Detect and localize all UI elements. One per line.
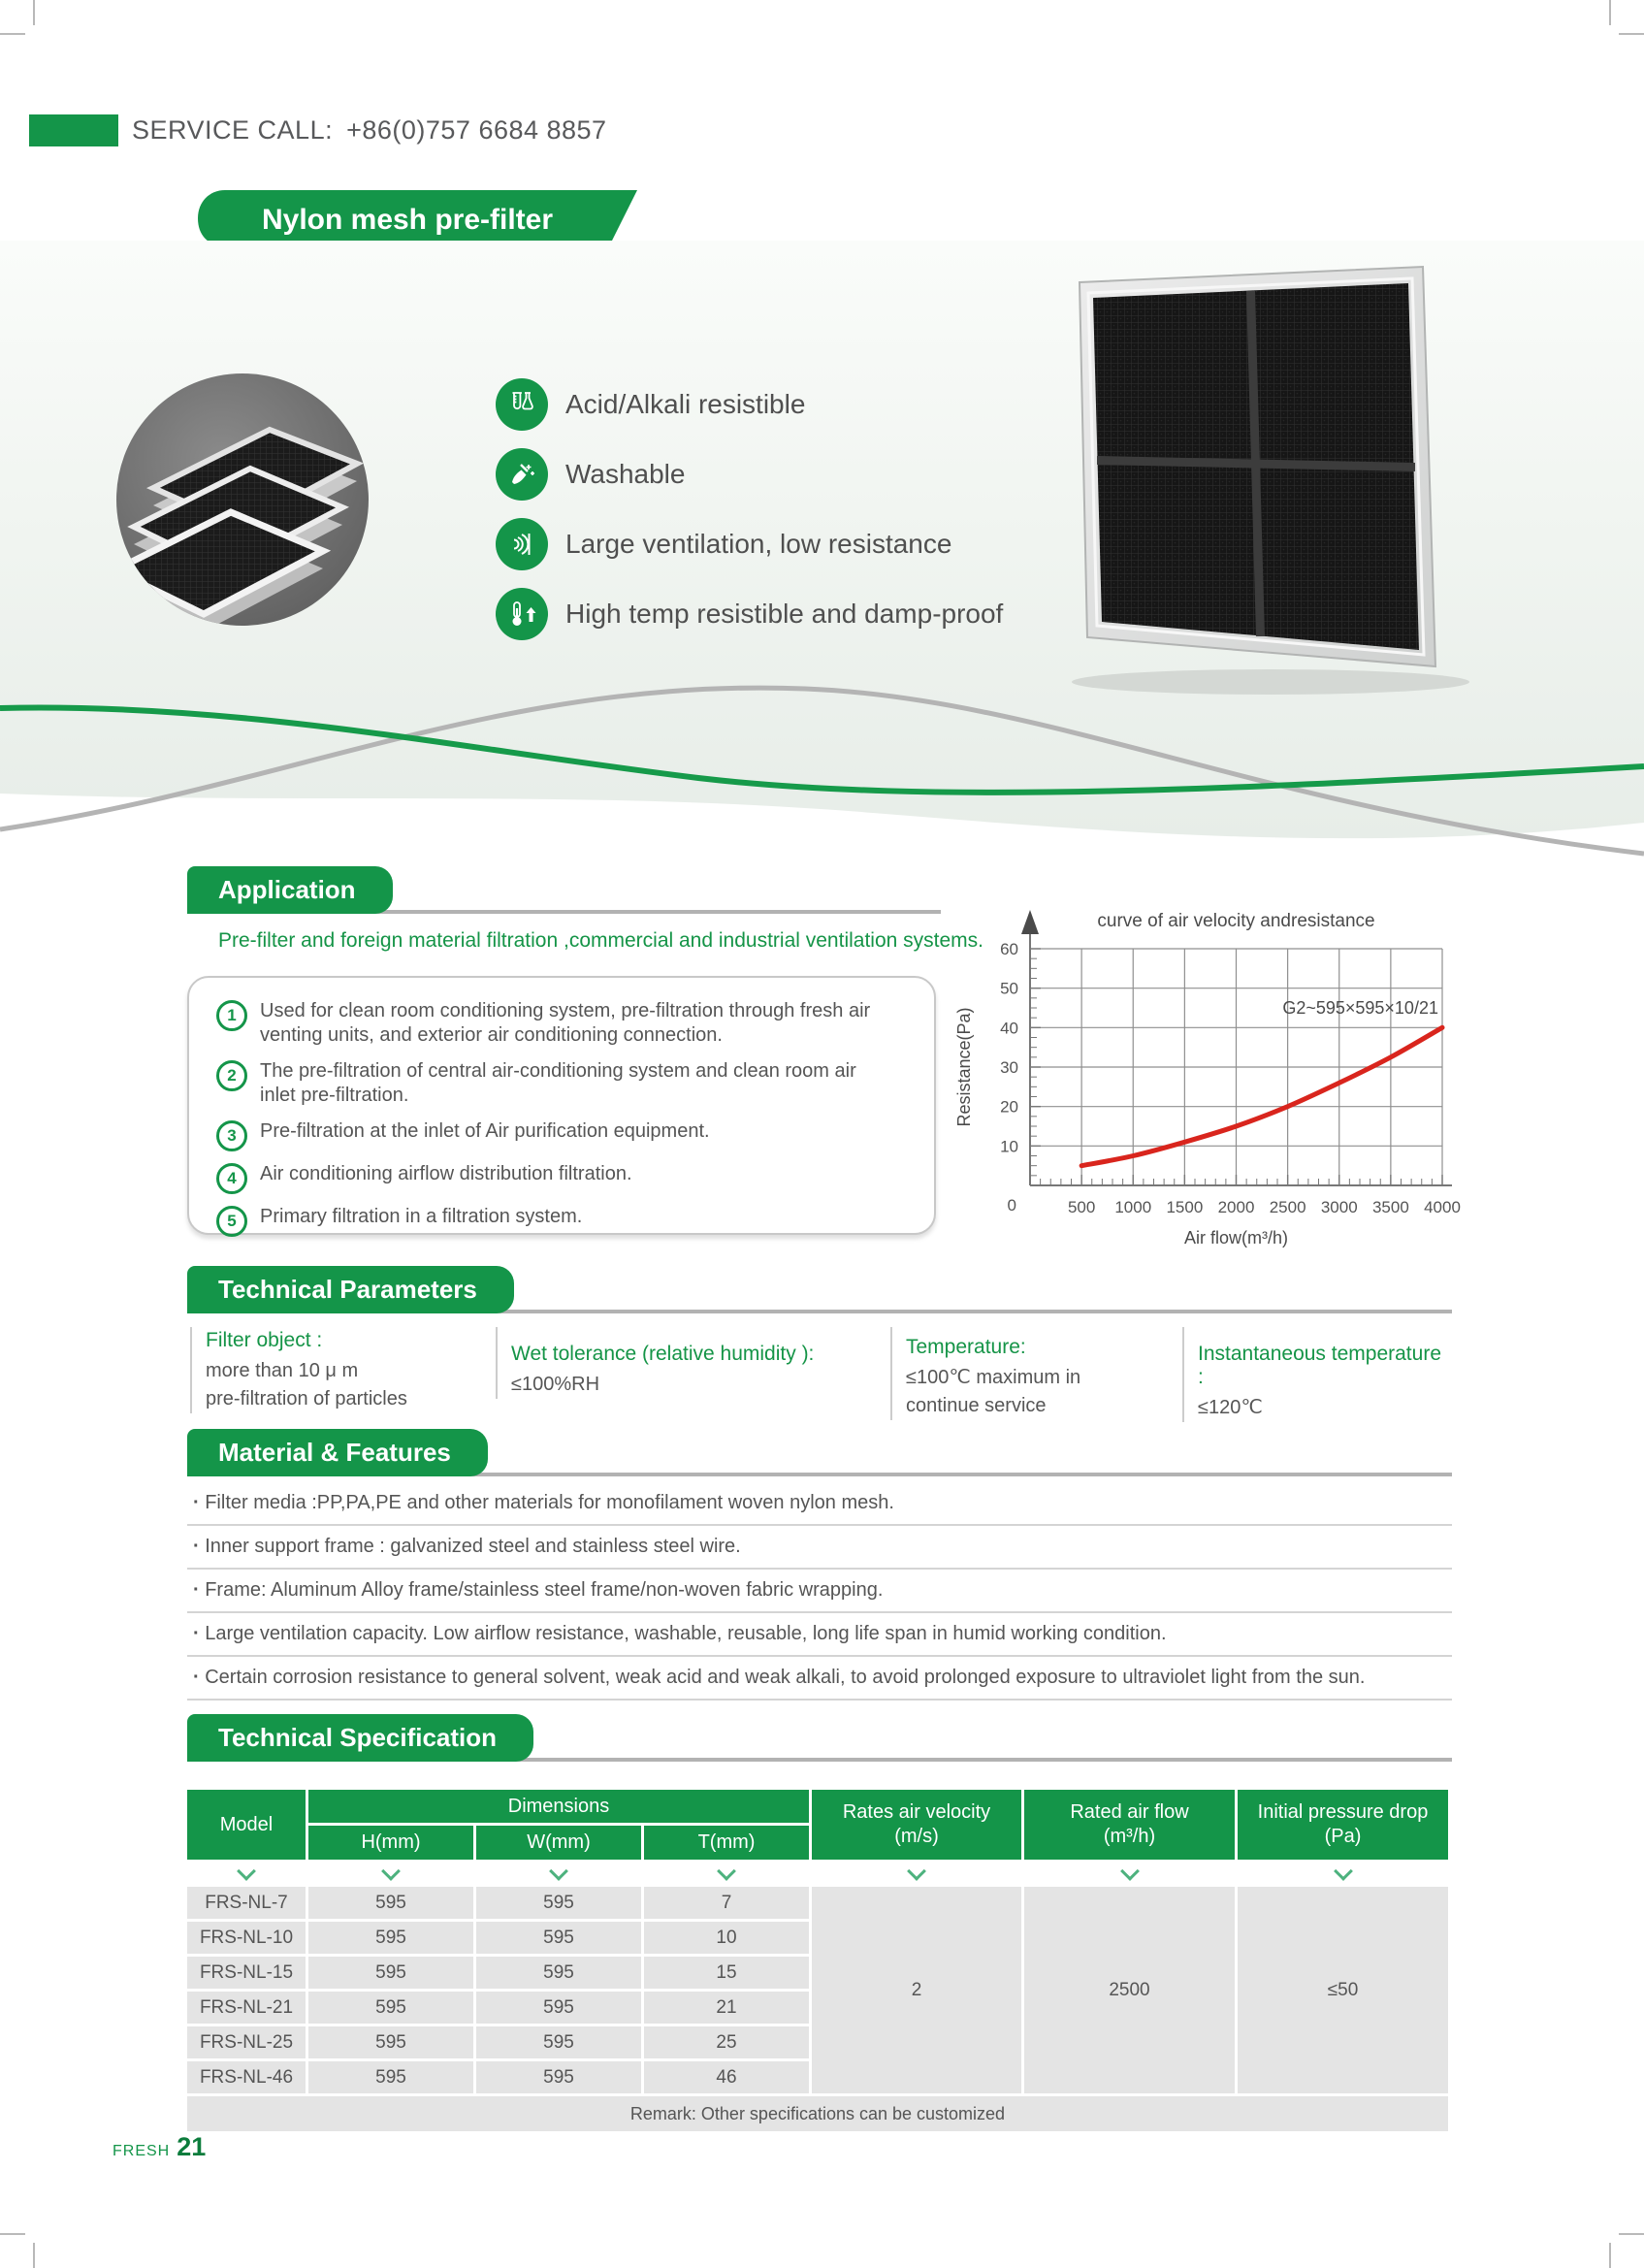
table-cell-h: 595: [308, 1887, 473, 1919]
feature-item: [496, 588, 1003, 640]
table-cell-t: 10: [644, 1922, 809, 1954]
application-intro: Pre-filter and foreign material filtration ,commercial and industrial ventilation systems.: [218, 929, 983, 952]
col-header-model: [187, 1790, 306, 1860]
svg-text:1500: 1500: [1166, 1198, 1204, 1216]
feature-label: Washable: [565, 459, 686, 489]
svg-text:50: 50: [1000, 979, 1018, 998]
chevron-down-icon: [1024, 1860, 1235, 1887]
svg-text:0: 0: [1007, 1196, 1016, 1215]
table-cell-model: FRS-NL-7: [187, 1887, 306, 1919]
chevron-down-icon: [308, 1860, 473, 1887]
svg-text:G2~595×595×10/21: G2~595×595×10/21: [1282, 998, 1438, 1019]
table-cell-w: 595: [476, 1992, 641, 2024]
col-header-h: [308, 1826, 473, 1860]
chevron-down-icon: [812, 1860, 1021, 1887]
svg-text:3000: 3000: [1320, 1198, 1358, 1216]
col-header-pressure-line1: Initial pressure drop: [1257, 1801, 1429, 1823]
application-item: [216, 1119, 907, 1151]
col-header-airflow-line2: (m³/h): [1103, 1826, 1156, 1847]
item-number-badge: 5: [216, 1206, 247, 1237]
table-cell-w: 595: [476, 2026, 641, 2058]
crop-mark: [1619, 2233, 1644, 2235]
service-call: [132, 114, 607, 146]
footer-brand: FRESH: [113, 2143, 171, 2159]
svg-text:500: 500: [1067, 1198, 1096, 1216]
table-cell-model: FRS-NL-25: [187, 2026, 306, 2058]
parameter-line: ≤100℃ maximum in: [906, 1367, 1081, 1388]
col-header-pressure: [1238, 1790, 1448, 1860]
parameter-title: Instantaneous temperature :: [1198, 1343, 1441, 1388]
service-call-number: +86(0)757 6684 8857: [346, 115, 607, 145]
col-header-t-label: T(mm): [697, 1831, 756, 1853]
crop-mark: [0, 33, 25, 35]
feature-label: High temp resistible and damp-proof: [565, 599, 1004, 629]
svg-text:curve of air velocity andresis: curve of air velocity andresistance: [1097, 911, 1375, 931]
table-cell-w: 595: [476, 1887, 641, 1919]
application-item: [216, 1059, 907, 1109]
svg-text:Air flow(m³/h): Air flow(m³/h): [1184, 1228, 1288, 1247]
svg-text:Resistance(Pa): Resistance(Pa): [954, 1007, 974, 1127]
table-cell-model: FRS-NL-46: [187, 2061, 306, 2093]
col-header-dimensions-label: Dimensions: [507, 1795, 610, 1817]
col-header-velocity: [812, 1790, 1021, 1860]
crop-mark: [0, 2233, 25, 2235]
material-features-list: [187, 1482, 1452, 1701]
table-cell-w: 595: [476, 1957, 641, 1989]
material-feature-item: · Filter media :PP,PA,PE and other materials for monofilament woven nylon mesh.: [187, 1482, 1452, 1526]
product-panel-image: [1043, 247, 1499, 703]
table-cell-t: 46: [644, 2061, 809, 2093]
svg-text:30: 30: [1000, 1058, 1018, 1077]
page-title: Nylon mesh pre-filter: [261, 204, 554, 236]
parameter-line: more than 10 μ m: [206, 1360, 359, 1381]
parameter-line: ≤100%RH: [511, 1374, 600, 1395]
section-tab-technical-parameters: [187, 1266, 514, 1313]
col-header-model-label: Model: [219, 1813, 274, 1835]
svg-text:2000: 2000: [1217, 1198, 1255, 1216]
application-item: [216, 1162, 907, 1194]
application-item-text: Pre-filtration at the inlet of Air purification equipment.: [260, 1119, 710, 1142]
parameter-line: continue service: [906, 1395, 1047, 1416]
thermometer-icon: [496, 588, 548, 640]
panel-shadow: [1072, 669, 1469, 695]
parameter-title: Wet tolerance (relative humidity ):: [511, 1343, 815, 1365]
material-feature-item: · Inner support frame : galvanized steel and stainless steel wire.: [187, 1526, 1452, 1570]
application-item: [216, 999, 907, 1049]
svg-text:1000: 1000: [1114, 1198, 1152, 1216]
material-features-heading: Material & Features: [218, 1438, 451, 1467]
chevron-down-icon: [187, 1860, 306, 1887]
footer-page-number: 21: [177, 2132, 207, 2161]
parameter-column: [890, 1327, 1177, 1420]
parameter-line: pre-filtration of particles: [206, 1388, 407, 1409]
col-header-t: [644, 1826, 809, 1860]
application-item: [216, 1205, 907, 1237]
technical-parameters-heading: Technical Parameters: [218, 1275, 477, 1304]
item-number-badge: 1: [216, 1000, 247, 1031]
svg-text:4000: 4000: [1424, 1198, 1461, 1216]
col-header-w: [476, 1826, 641, 1860]
flask-icon: [496, 378, 548, 431]
table-cell-h: 595: [308, 1922, 473, 1954]
item-number-badge: 3: [216, 1120, 247, 1151]
application-list-box: [187, 976, 936, 1235]
parameter-title: Temperature:: [906, 1336, 1026, 1358]
section-tab-material-features: [187, 1429, 488, 1476]
chevron-down-icon: [476, 1860, 641, 1887]
svg-text:60: 60: [1000, 940, 1018, 958]
table-cell-model: FRS-NL-10: [187, 1922, 306, 1954]
svg-text:2500: 2500: [1269, 1198, 1306, 1216]
material-feature-item: · Certain corrosion resistance to general solvent, weak acid and weak alkali, to avoid prolonged exposure to ultraviolet light from the sun.: [187, 1657, 1452, 1701]
feature-item: [496, 518, 1003, 570]
merged-cell-pressure: ≤50: [1238, 1887, 1448, 2093]
table-cell-w: 595: [476, 2061, 641, 2093]
table-cell-h: 595: [308, 1992, 473, 2024]
svg-text:3500: 3500: [1371, 1198, 1409, 1216]
svg-text:40: 40: [1000, 1019, 1018, 1038]
merged-cell-airflow: 2500: [1024, 1887, 1235, 2093]
table-cell-t: 7: [644, 1887, 809, 1919]
feature-item: [496, 448, 1003, 501]
technical-specification-heading: Technical Specification: [218, 1723, 498, 1752]
specification-table: [187, 1790, 1448, 2131]
resistance-chart: [951, 897, 1494, 1256]
table-cell-h: 595: [308, 2061, 473, 2093]
application-item-text: Air conditioning airflow distribution filtration.: [260, 1162, 632, 1184]
col-header-airflow-line1: Rated air flow: [1070, 1801, 1189, 1823]
page-footer: [113, 2132, 206, 2162]
brand-color-block: [29, 114, 118, 146]
material-feature-item: · Large ventilation capacity. Low airflow resistance, washable, reusable, long life span in humid working condition.: [187, 1613, 1452, 1657]
table-remark: Remark: Other specifications can be customized: [187, 2096, 1448, 2131]
parameter-title: Filter object :: [206, 1329, 323, 1351]
table-cell-h: 595: [308, 2026, 473, 2058]
col-header-h-label: H(mm): [361, 1831, 421, 1853]
crop-mark: [33, 2243, 35, 2268]
application-item-text: The pre-filtration of central air-conditioning system and clean room air inlet pre-filtration.: [260, 1059, 856, 1107]
parameter-column: [190, 1327, 486, 1413]
parameter-column: [1182, 1327, 1452, 1422]
application-heading: Application: [218, 875, 356, 904]
application-item-text: Primary filtration in a filtration system.: [260, 1205, 583, 1227]
service-call-label: SERVICE CALL:: [132, 115, 334, 145]
col-header-velocity-line2: (m/s): [894, 1826, 939, 1847]
table-cell-w: 595: [476, 1922, 641, 1954]
parameter-column: [496, 1327, 884, 1399]
application-item-text: Used for clean room conditioning system, pre-filtration through fresh air venting units, and exterior air conditioning connection.: [260, 1000, 871, 1047]
table-cell-model: FRS-NL-15: [187, 1957, 306, 1989]
table-cell-model: FRS-NL-21: [187, 1992, 306, 2024]
section-tab-application: [187, 866, 393, 914]
section-tab-technical-specification: [187, 1714, 533, 1762]
col-header-w-label: W(mm): [527, 1831, 591, 1853]
material-feature-item: · Frame: Aluminum Alloy frame/stainless steel frame/non-woven fabric wrapping.: [187, 1570, 1452, 1613]
svg-text:10: 10: [1000, 1137, 1018, 1156]
item-number-badge: 4: [216, 1163, 247, 1194]
table-cell-h: 595: [308, 1957, 473, 1989]
brush-icon: [496, 448, 548, 501]
crop-mark: [1609, 0, 1611, 25]
item-number-badge: 2: [216, 1060, 247, 1091]
chevron-down-icon: [644, 1860, 809, 1887]
table-cell-t: 15: [644, 1957, 809, 1989]
col-header-velocity-line1: Rates air velocity: [842, 1801, 991, 1823]
col-header-dimensions: [308, 1790, 809, 1823]
airflow-icon: [496, 518, 548, 570]
col-header-pressure-line2: (Pa): [1324, 1826, 1362, 1847]
svg-text:20: 20: [1000, 1097, 1018, 1117]
feature-item: [496, 378, 1003, 431]
chevron-down-icon: [1238, 1860, 1448, 1887]
feature-label: Large ventilation, low resistance: [565, 529, 952, 559]
crop-mark: [1609, 2243, 1611, 2268]
col-header-airflow: [1024, 1790, 1235, 1860]
feature-label: Acid/Alkali resistible: [565, 389, 806, 419]
table-cell-t: 21: [644, 1992, 809, 2024]
table-cell-t: 25: [644, 2026, 809, 2058]
feature-list: [496, 378, 1003, 658]
crop-mark: [33, 0, 35, 25]
parameter-line: ≤120℃: [1198, 1397, 1263, 1418]
filter-photo-circle: [114, 372, 371, 628]
crop-mark: [1619, 33, 1644, 35]
merged-cell-velocity: 2: [812, 1887, 1021, 2093]
